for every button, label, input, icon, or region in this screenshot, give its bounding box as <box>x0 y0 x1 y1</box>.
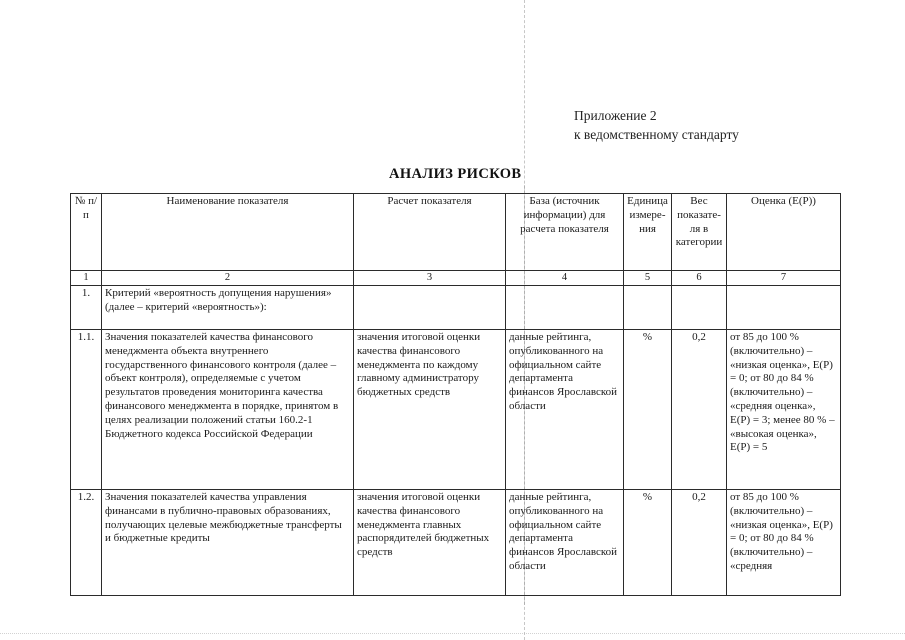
header-num: № п/п <box>71 194 102 271</box>
row-base: данные рейтинга, опубликованного на официальном сайте департамента финансов Ярославской области <box>506 330 624 490</box>
header-base: База (источник информации) для расчета показателя <box>506 194 624 271</box>
row-weight <box>672 286 727 330</box>
risk-analysis-table <box>70 193 841 596</box>
header-unit: Единица измере-ния <box>624 194 672 271</box>
row-unit <box>624 286 672 330</box>
annex-line-2: к ведомственному стандарту <box>574 127 739 142</box>
table-header-row <box>71 194 841 271</box>
header-calc: Расчет показателя <box>354 194 506 271</box>
row-score <box>727 286 841 330</box>
row-weight: 0,2 <box>672 490 727 596</box>
row-calc: значения итоговой оценки качества финансового менеджмента по каждому главному администратору бюджетных средств <box>354 330 506 490</box>
col-number: 7 <box>727 271 841 286</box>
header-score: Оценка (Е(Р)) <box>727 194 841 271</box>
row-num: 1.2. <box>71 490 102 596</box>
row-weight: 0,2 <box>672 330 727 490</box>
row-name: Значения показателей качества финансового менеджмента объекта внутреннего государственного финансового контроля (далее – объект контроля), определяемые с учетом результатов проведения мониторинга качества финансового менеджмента в порядке, принятом в целях реализации положений статьи 160.2-1 Бюджетного кодекса Российской Федерации <box>102 330 354 490</box>
row-score: от 85 до 100 % (включительно) – «низкая оценка», Е(Р) = 0; от 80 до 84 % (включительно) – «средняя оценка», Е(Р) = 3; менее 80 % – «высокая оценка», Е(Р) = 5 <box>727 330 841 490</box>
scan-bottom-edge <box>0 633 905 638</box>
row-unit: % <box>624 330 672 490</box>
row-calc: значения итоговой оценки качества финансового менеджмента главных распорядителей бюджетных средств <box>354 490 506 596</box>
col-number: 5 <box>624 271 672 286</box>
col-number: 3 <box>354 271 506 286</box>
row-name: Критерий «вероятность допущения нарушения» (далее – критерий «вероятность»): <box>102 286 354 330</box>
header-name: Наименование показателя <box>102 194 354 271</box>
col-number: 2 <box>102 271 354 286</box>
annex-line-1: Приложение 2 <box>574 108 657 123</box>
row-num: 1. <box>71 286 102 330</box>
col-number: 1 <box>71 271 102 286</box>
row-name: Значения показателей качества управления финансами в публично-правовых образованиях, получающих целевые межбюджетные трансферты и бюджетные кредиты <box>102 490 354 596</box>
table-row <box>71 286 841 330</box>
document-title: АНАЛИЗ РИСКОВ <box>389 166 522 182</box>
table-row <box>71 330 841 490</box>
row-base <box>506 286 624 330</box>
row-base: данные рейтинга, опубликованного на официальном сайте департамента финансов Ярославской области <box>506 490 624 596</box>
header-weight: Вес показате-ля в категории <box>672 194 727 271</box>
row-num: 1.1. <box>71 330 102 490</box>
col-number: 4 <box>506 271 624 286</box>
column-number-row <box>71 271 841 286</box>
col-number: 6 <box>672 271 727 286</box>
table-row <box>71 490 841 596</box>
annex-note <box>574 106 739 144</box>
row-score: от 85 до 100 % (включительно) – «низкая оценка», Е(Р) = 0; от 80 до 84 % (включительно) – «средняя <box>727 490 841 596</box>
row-unit: % <box>624 490 672 596</box>
row-calc <box>354 286 506 330</box>
